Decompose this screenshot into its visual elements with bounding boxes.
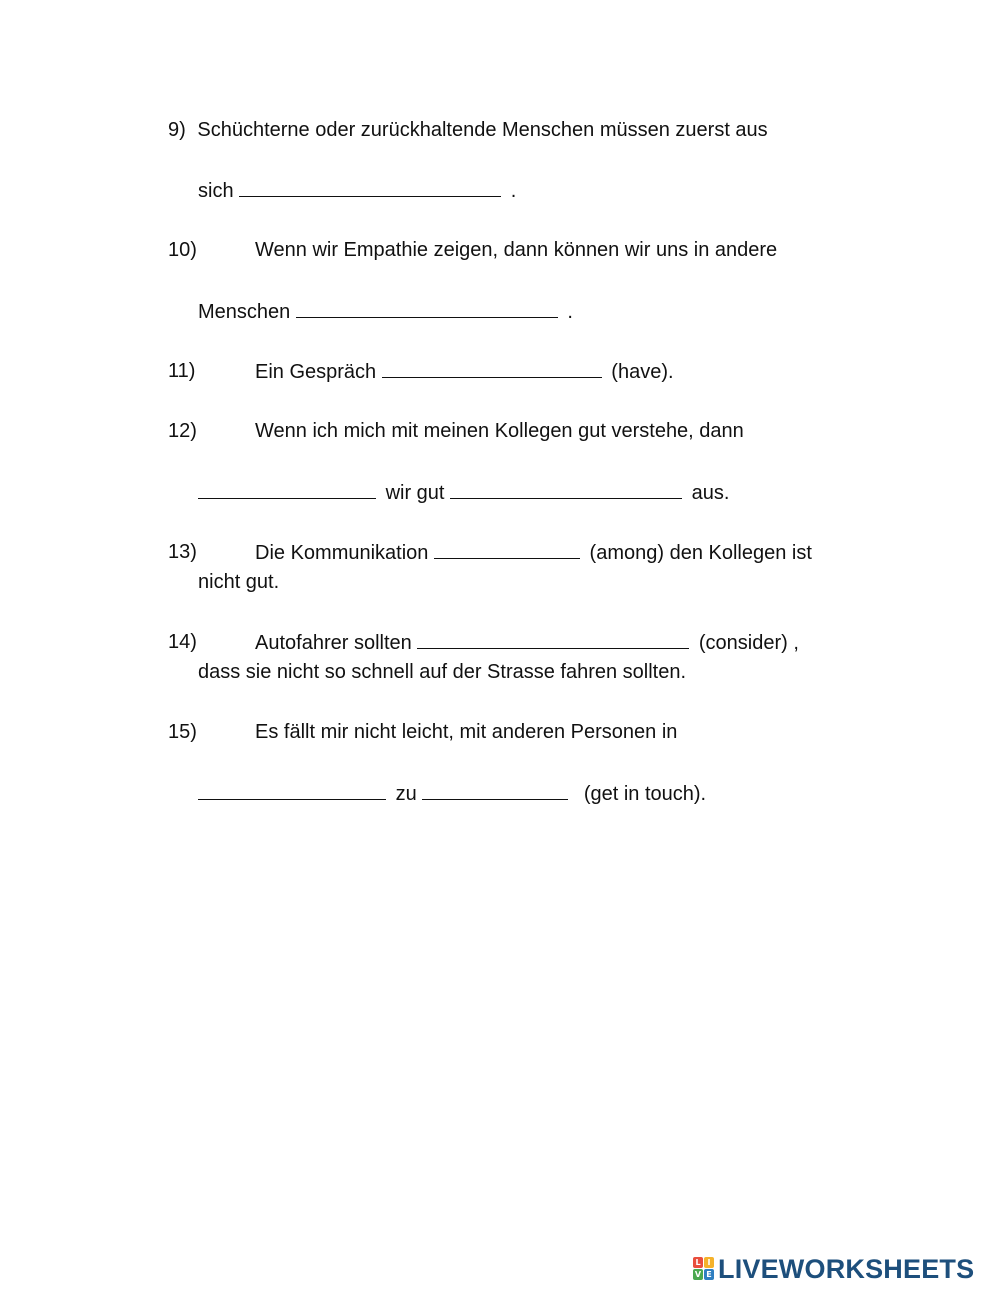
logo-text: LIVEWORKSHEETS bbox=[718, 1254, 975, 1284]
item-text: Wenn wir Empathie zeigen, dann können wir uns in andere bbox=[255, 239, 778, 261]
item-number: 10) bbox=[168, 239, 197, 261]
item-15-line-2 bbox=[198, 781, 706, 806]
item-text: Schüchterne oder zurückhaltende Menschen müssen zuerst aus bbox=[197, 119, 768, 141]
item-14-line-1 bbox=[255, 630, 799, 655]
logo-square-e: E bbox=[704, 1269, 714, 1280]
item-number: 9) bbox=[168, 119, 186, 141]
item-10 bbox=[168, 238, 197, 262]
item-text: nicht gut. bbox=[198, 571, 280, 593]
liveworksheets-logo bbox=[693, 1254, 974, 1284]
item-12-line-1 bbox=[255, 419, 744, 443]
item-14 bbox=[168, 630, 197, 654]
item-number: 12) bbox=[168, 420, 197, 442]
item-10-line-1 bbox=[255, 238, 777, 262]
item-text: . bbox=[510, 180, 517, 202]
item-text: wir gut bbox=[385, 482, 445, 504]
answer-blank-15b[interactable] bbox=[422, 781, 568, 800]
item-15-line-1 bbox=[255, 720, 677, 744]
item-text: dass sie nicht so schnell auf der Strasse fahren sollten. bbox=[198, 661, 687, 683]
item-text: (get in touch). bbox=[583, 783, 707, 805]
item-text: zu bbox=[395, 783, 417, 805]
item-number: 11) bbox=[168, 360, 196, 382]
item-13-line-1 bbox=[255, 540, 812, 565]
answer-blank-15a[interactable] bbox=[198, 781, 386, 800]
item-text: Wenn ich mich mit meinen Kollegen gut verstehe, dann bbox=[255, 420, 744, 442]
item-text: aus. bbox=[691, 482, 730, 504]
item-text: Ein Gespräch bbox=[255, 361, 377, 383]
item-text: (consider) , bbox=[698, 632, 799, 654]
item-text: Die Kommunikation bbox=[255, 542, 429, 564]
item-14-line-2 bbox=[198, 660, 686, 684]
logo-square-l: L bbox=[693, 1257, 703, 1268]
item-text: Autofahrer sollten bbox=[255, 632, 412, 654]
item-number: 15) bbox=[168, 721, 197, 743]
answer-blank-12a[interactable] bbox=[198, 480, 376, 499]
item-12 bbox=[168, 419, 197, 443]
answer-blank-9[interactable] bbox=[239, 178, 501, 197]
item-15 bbox=[168, 720, 197, 744]
item-13-line-2 bbox=[198, 570, 279, 594]
answer-blank-14[interactable] bbox=[417, 630, 689, 649]
item-text: Menschen bbox=[198, 301, 291, 323]
item-text: . bbox=[567, 301, 573, 323]
item-text: sich bbox=[198, 180, 234, 202]
item-text: (have). bbox=[611, 361, 674, 383]
item-number: 13) bbox=[168, 541, 197, 563]
item-text: (among) den Kollegen ist bbox=[589, 542, 812, 564]
answer-blank-13[interactable] bbox=[434, 540, 580, 559]
item-10-line-2 bbox=[198, 299, 573, 324]
item-11-line-1 bbox=[255, 359, 674, 384]
item-9 bbox=[168, 118, 768, 142]
item-11 bbox=[168, 359, 195, 383]
item-13 bbox=[168, 540, 197, 564]
item-text: Es fällt mir nicht leicht, mit anderen Personen in bbox=[255, 721, 678, 743]
answer-blank-11[interactable] bbox=[382, 359, 602, 378]
item-number: 14) bbox=[168, 631, 197, 653]
item-9-line-2 bbox=[198, 178, 516, 203]
logo-square-i: I bbox=[704, 1257, 714, 1268]
item-12-line-2 bbox=[198, 480, 729, 505]
logo-mark-icon bbox=[693, 1257, 715, 1281]
logo-square-v: V bbox=[694, 1270, 702, 1279]
answer-blank-12b[interactable] bbox=[450, 480, 682, 499]
answer-blank-10[interactable] bbox=[296, 299, 558, 318]
